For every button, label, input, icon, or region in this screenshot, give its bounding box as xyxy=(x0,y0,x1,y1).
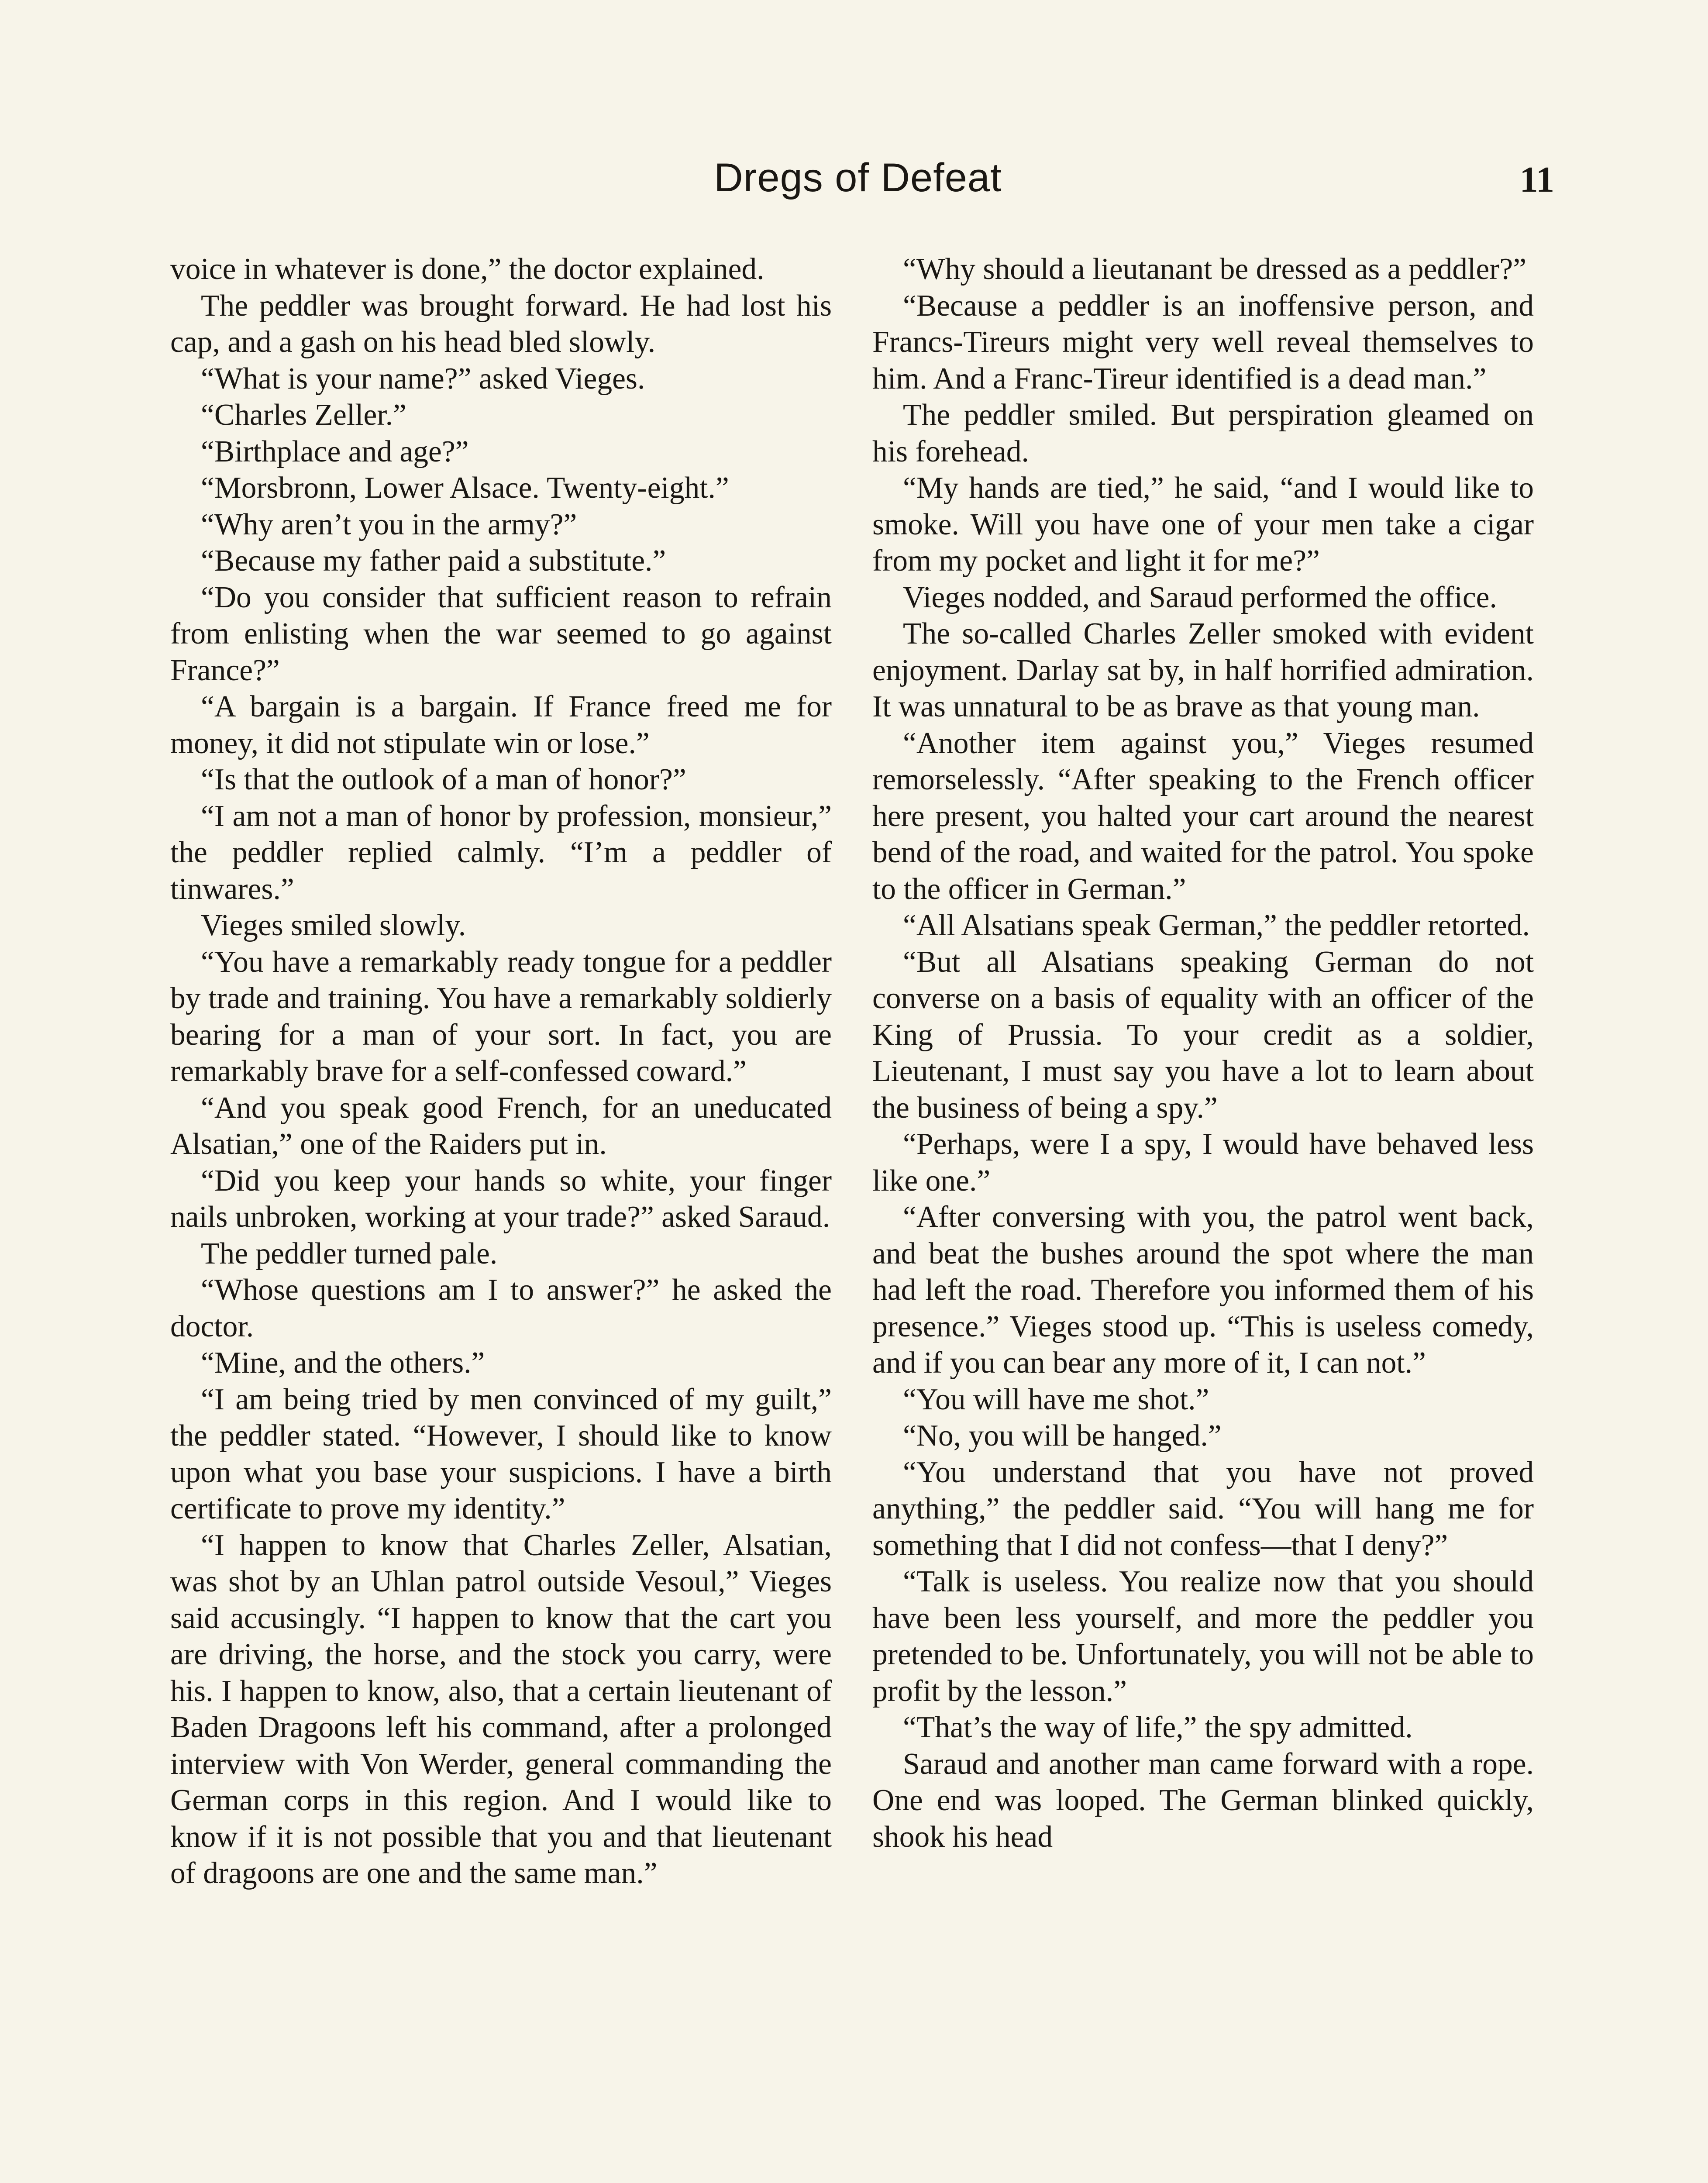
paragraph: Vieges smiled slowly. xyxy=(201,909,466,942)
paragraph: voice in whatever is done,” the doctor explained. xyxy=(170,252,764,286)
paragraph: Vieges nodded, and Saraud performed the office. xyxy=(903,580,1497,614)
paragraph: “Perhaps, were I a spy, I would have behaved less like one.” xyxy=(872,1127,1534,1198)
paragraph: “Because my father paid a substitute.” xyxy=(201,544,666,578)
paragraph: “Birthplace and age?” xyxy=(201,434,469,468)
paragraph: “Another item against you,” Vieges resumed remorselessly. “After speaking to the French officer here present, you halted your cart around the nearest bend of the road, and waited for the patrol. You spoke to the officer in German.” xyxy=(872,726,1534,906)
paragraph: “All Alsatians speak German,” the peddler retorted. xyxy=(903,909,1530,942)
paragraph: “My hands are tied,” he said, “and I would like to smoke. Will you have one of your men take a cigar from my pocket and light it for me?” xyxy=(872,471,1534,578)
paragraph: The peddler was brought forward. He had lost his cap, and a gash on his head bled slowly. xyxy=(170,289,832,359)
paragraph: “I am being tried by men convinced of my guilt,” the peddler stated. “However, I should like to know upon what you base your suspicions. I have a birth certificate to prove my identity.” xyxy=(170,1382,832,1525)
paragraph: “And you speak good French, for an uneducated Alsatian,” one of the Raiders put in. xyxy=(170,1091,832,1161)
paragraph: “Why should a lieutanant be dressed as a peddler?” xyxy=(903,252,1527,286)
paragraph: “Talk is useless. You realize now that you should have been less yourself, and more the peddler you pretended to be. Unfortunately, you will not be able to profit by the lesson.” xyxy=(872,1565,1534,1708)
paragraph: “Mine, and the others.” xyxy=(201,1346,485,1380)
running-title: Dregs of Defeat xyxy=(714,155,1002,200)
paragraph: “I happen to know that Charles Zeller, Alsatian, was shot by an Uhlan patrol outside Vesoul,” Vieges said accusingly. “I happen to know that the cart you are driving, the horse, and the stock you carry, were his. I happen to know, also, that a certain lieutenant of Baden Dragoons left his command, after a prolonged interview with Von Werder, general commanding the German corps in this region. And I would like to know if it is not possible that you and that lieutenant of dragoons are one and the same man.” xyxy=(170,1528,832,1890)
paragraph: “Why aren’t you in the army?” xyxy=(201,507,577,541)
paragraph: “Charles Zeller.” xyxy=(201,398,406,432)
paragraph: “I am not a man of honor by profession, monsieur,” the peddler replied calmly. “I’m a peddler of tinwares.” xyxy=(170,799,832,906)
paragraph: “Because a peddler is an inoffensive person, and Francs-Tireurs might very well reveal themselves to him. And a Franc-Tireur identified is a dead man.” xyxy=(872,289,1534,396)
paragraph: “Is that the outlook of a man of honor?” xyxy=(201,763,686,796)
paragraph: The peddler turned pale. xyxy=(201,1236,498,1271)
paragraph: Saraud and another man came forward with a rope. One end was looped. The German blinked quickly, shook his head xyxy=(872,1747,1534,1854)
text-column-left xyxy=(170,251,832,2183)
paragraph: “Whose questions am I to answer?” he asked the doctor. xyxy=(170,1273,832,1343)
paragraph: The so-called Charles Zeller smoked with evident enjoyment. Darlay sat by, in half horrified admiration. It was unnatural to be as brave as that young man. xyxy=(872,617,1534,723)
paragraph: The peddler smiled. But perspiration gleamed on his forehead. xyxy=(872,398,1534,468)
paragraph: “Did you keep your hands so white, your finger nails unbroken, working at your trade?” asked Saraud. xyxy=(170,1164,832,1234)
paragraph: “That’s the way of life,” the spy admitted. xyxy=(903,1711,1413,1744)
paragraph: “You will have me shot.” xyxy=(903,1382,1209,1416)
paragraph: “After conversing with you, the patrol went back, and beat the bushes around the spot where the man had left the road. Therefore you informed them of his presence.” Vieges stood up. “This is useless comedy, and if you can bear any more of it, I can not.” xyxy=(872,1200,1534,1380)
paragraph: “Morsbronn, Lower Alsace. Twenty-eight.” xyxy=(201,471,729,505)
paragraph: “But all Alsatians speaking German do not converse on a basis of equality with an officer of the King of Prussia. To your credit as a soldier, Lieutenant, I must say you have a lot to learn about the business of being a spy.” xyxy=(872,945,1534,1125)
page-number: 11 xyxy=(1519,159,1554,200)
paragraph: “What is your name?” asked Vieges. xyxy=(201,362,645,396)
text-column-right xyxy=(872,251,1534,2183)
page-header xyxy=(170,155,1554,220)
paragraph: “No, you will be hanged.” xyxy=(903,1419,1222,1453)
paragraph: “A bargain is a bargain. If France freed me for money, it did not stipulate win or lose.” xyxy=(170,690,832,760)
paragraph: “You have a remarkably ready tongue for a peddler by trade and training. You have a remarkably soldierly bearing for a man of your sort. In fact, you are remarkably brave for a self-confessed coward.” xyxy=(170,945,832,1088)
paragraph: “Do you consider that sufficient reason to refrain from enlisting when the war seemed to go against France?” xyxy=(170,580,832,687)
paragraph: “You understand that you have not proved anything,” the peddler said. “You will hang me for something that I did not confess—that I deny?” xyxy=(872,1455,1534,1562)
